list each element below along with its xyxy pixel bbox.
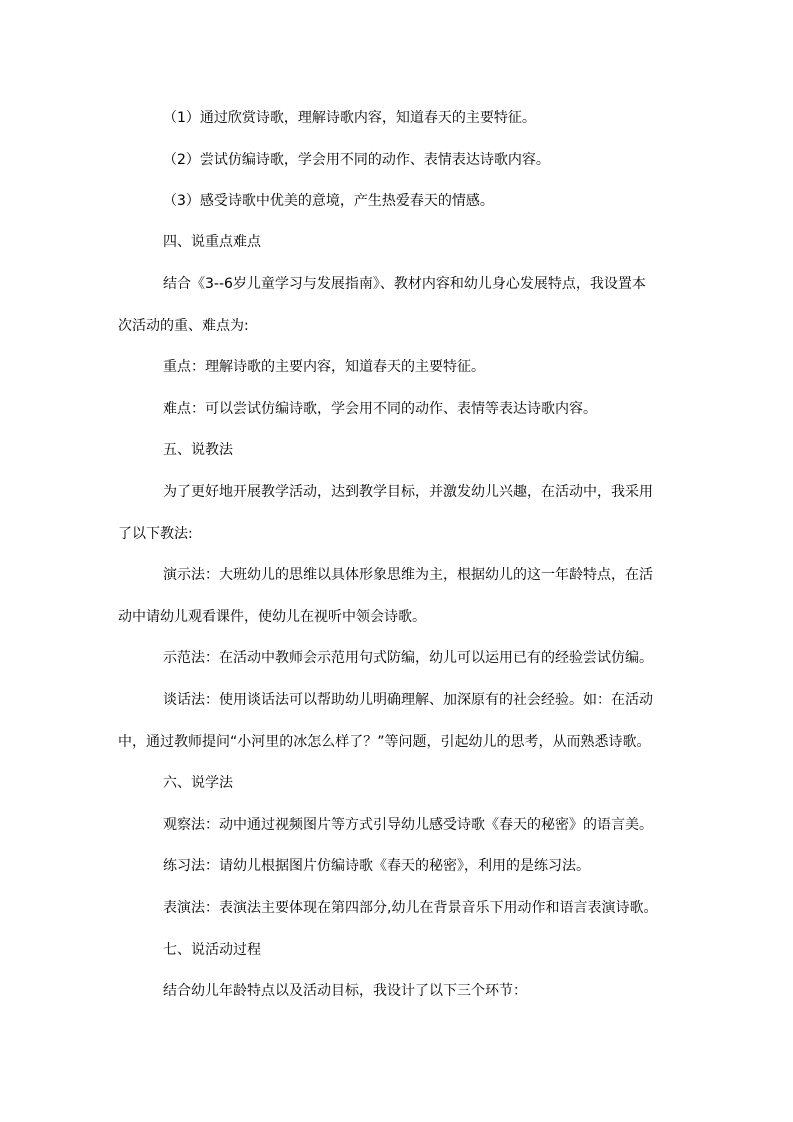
paragraph-line: 动中请幼儿观看课件，使幼儿在视听中领会诗歌。 (118, 609, 426, 625)
paragraph-line: 观察法：动中通过视频图片等方式引导幼儿感受诗歌《春天的秘密》的语言美。 (163, 817, 653, 833)
paragraph-line: 中，通过教师提问“小河里的冰怎么样了？”等问题，引起幼儿的思考，从而熟悉诗歌。 (118, 734, 651, 750)
section-heading-learning-methods: 六、说学法 (163, 775, 233, 791)
paragraph-line: 了以下教法: (118, 526, 193, 542)
paragraph-line: 结合幼儿年龄特点以及活动目标，我设计了以下三个环节： (163, 983, 527, 999)
paragraph-line: 结合《3--6岁儿童学习与发展指南》、教材内容和幼儿身心发展特点，我设置本 (163, 276, 646, 292)
objective-2: （2）尝试仿编诗歌，学会用不同的动作、表情表达诗歌内容。 (163, 152, 550, 168)
key-point-line: 重点：理解诗歌的主要内容，知道春天的主要特征。 (163, 359, 485, 375)
paragraph-line: 示范法：在活动中教师会示范用句式防编，幼儿可以运用已有的经验尝试仿编。 (163, 650, 653, 666)
paragraph-line: 次活动的重、难点为: (118, 318, 249, 334)
section-heading-teaching-methods: 五、说教法 (163, 442, 233, 458)
objective-1: （1）通过欣赏诗歌，理解诗歌内容，知道春天的主要特征。 (163, 110, 536, 126)
paragraph-line: 谈话法：使用谈话法可以帮助幼儿明确理解、加深原有的社会经验。如：在活动 (163, 692, 653, 708)
objective-3: （3）感受诗歌中优美的意境，产生热爱春天的情感。 (163, 193, 494, 209)
difficulty-line: 难点：可以尝试仿编诗歌，学会用不同的动作、表情等表达诗歌内容。 (163, 401, 597, 417)
section-heading-key-points: 四、说重点难点 (163, 234, 261, 250)
paragraph-line: 表演法：表演法主要体现在第四部分,幼儿在背景音乐下用动作和语言表演诗歌。 (163, 900, 658, 916)
paragraph-line: 演示法：大班幼儿的思维以具体形象思维为主，根据幼儿的这一年龄特点，在活 (163, 567, 653, 583)
section-heading-activity-process: 七、说活动过程 (163, 942, 261, 958)
paragraph-line: 为了更好地开展教学活动，达到教学目标，并激发幼儿兴趣，在活动中，我采用 (163, 484, 653, 500)
paragraph-line: 练习法：请幼儿根据图片仿编诗歌《春天的秘密》，利用的是练习法。 (163, 858, 590, 874)
